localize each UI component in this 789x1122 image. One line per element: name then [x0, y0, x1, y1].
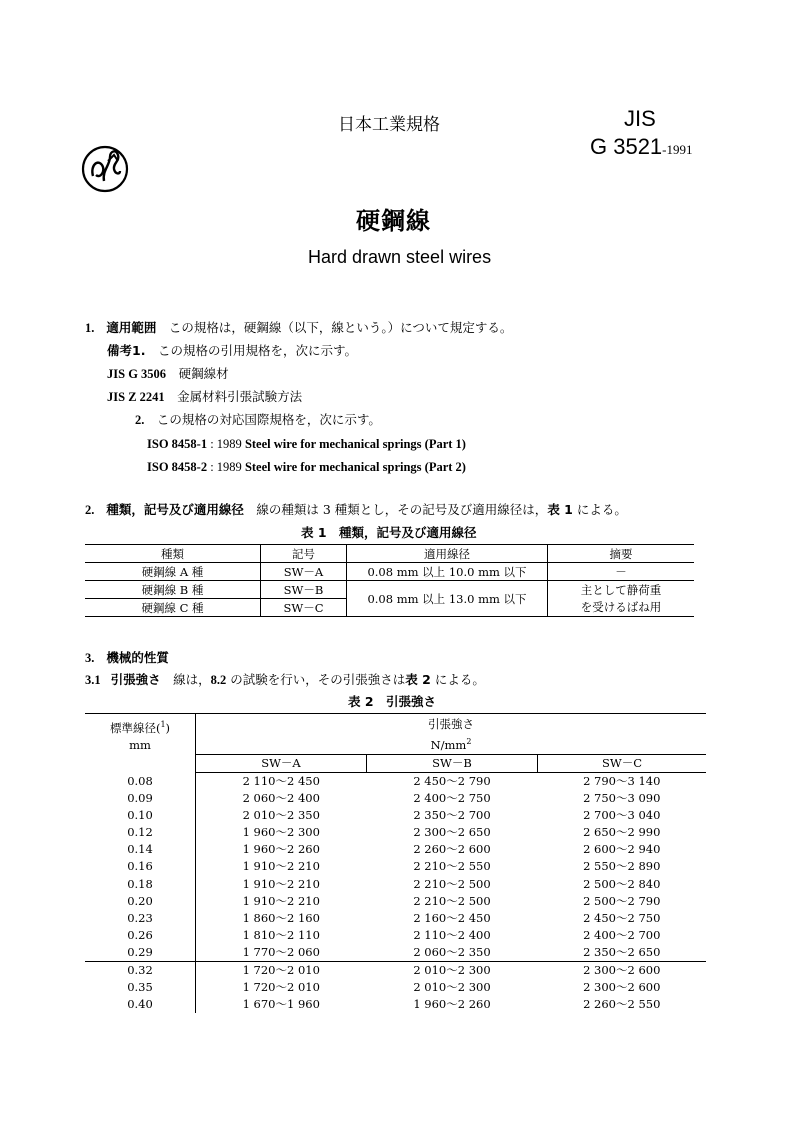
jis-year: -1991 [662, 142, 693, 157]
table-2-header-sw-b: SW－B [367, 754, 538, 772]
table-2-sw-b: 2 210～2 550 [413, 859, 491, 874]
table-2-sw-b: 2 110～2 400 [413, 927, 491, 942]
table-2-sw-c: 2 750～3 090 [583, 791, 661, 806]
table-2-header-strength-unit [196, 733, 706, 754]
table-2-footnote-ref: 1 [160, 720, 166, 729]
table-row [85, 910, 706, 927]
table-2-sw-c: 2 260～2 550 [583, 997, 661, 1012]
reference-jis-z2241 [107, 389, 302, 405]
table-1-symbol: SW－A [261, 563, 347, 581]
table-1-note-line-2: を受けるばね用 [580, 599, 662, 614]
table-1-note [548, 581, 695, 617]
table-2-sw-b: 2 010～2 300 [367, 961, 538, 979]
table-row [85, 858, 706, 875]
iso-2-code: ISO 8458-2 [147, 460, 208, 474]
table-2-header-strength-label: 引張強さ [428, 717, 474, 731]
remark-2 [135, 412, 381, 428]
section-1-number: 1. [85, 321, 95, 335]
table-2-sw-b: 2 400～2 750 [413, 791, 491, 806]
table-2-diameter: 0.29 [85, 944, 196, 962]
table-2-group-1 [85, 772, 706, 961]
section-2-text-a: 線の種類は 3 種類とし，その記号及び適用線径は， [256, 502, 548, 517]
section-3-number: 3. [85, 651, 95, 665]
reference-1-title: 硬鋼線材 [178, 366, 229, 381]
table-2-diameter: 0.09 [85, 790, 196, 807]
iso-2-title: Steel wire for mechanical springs (Part 2) [244, 460, 466, 474]
table-2-sw-b: 2 210～2 500 [413, 893, 491, 908]
table-1-diameter: 0.08 mm 以上 10.0 mm 以下 [347, 563, 548, 581]
table-1-symbol: SW－B [261, 581, 347, 599]
section-3 [85, 650, 169, 666]
table-1-caption: 表 1 種類，記号及び適用線径 [301, 525, 477, 540]
table-2-diameter: 0.18 [85, 875, 196, 892]
section-3-1-text-b: の試験を行い，その引張強さは [226, 672, 406, 687]
table-2-diameter: 0.40 [85, 996, 196, 1013]
table-2-sw-a: 1 720～2 010 [196, 961, 367, 979]
header-title: 日本工業規格 [338, 115, 440, 135]
table-1-diameter: 0.08 mm 以上 13.0 mm 以下 [347, 581, 548, 617]
table-2-sw-a: 2 010～2 350 [242, 808, 320, 823]
table-1-kind: 硬鋼線 A 種 [85, 563, 261, 581]
table-2-sw-a: 1 770～2 060 [242, 944, 320, 959]
remark-1-text: この規格の引用規格を，次に示す。 [157, 343, 357, 358]
section-3-heading: 機械的性質 [106, 650, 169, 665]
iso-1-code: ISO 8458-1 [147, 437, 208, 451]
iso-1-year: : 1989 [207, 437, 245, 451]
table-2-sw-a: 1 810～2 110 [242, 927, 320, 942]
section-3-1-text-a: 線は， [173, 672, 211, 687]
table-2-header-unit-sup: 2 [466, 737, 472, 746]
table-2-header-strength [196, 714, 707, 755]
table-2-diameter: 0.23 [85, 910, 196, 927]
table-2-sw-b: 2 160～2 450 [413, 910, 491, 925]
table-2-header-unit-text: N/mm [430, 737, 467, 752]
table-2-sw-b: 1 960～2 260 [413, 997, 491, 1012]
table-2-header-diameter-text: 標準線径( [109, 720, 161, 735]
table-2-sw-c: 2 790～3 140 [583, 773, 661, 788]
table-2-header-row [85, 714, 706, 755]
reference-jis-g3506 [107, 366, 229, 382]
section-3-1-table-ref: 表 2 [405, 672, 431, 687]
table-1-symbol: SW－C [261, 599, 347, 617]
table-row [85, 824, 706, 841]
table-2-sw-c: 2 500～2 790 [583, 893, 661, 908]
reference-iso-8458-1 [147, 436, 466, 452]
table-row [85, 563, 694, 581]
table-2-sw-c: 2 700～3 040 [583, 808, 661, 823]
table-2-sw-a: 1 670～1 960 [242, 997, 320, 1012]
table-2-header-sw-a: SW－A [196, 754, 367, 772]
section-1-text: この規格は，硬鋼線（以下，線という。）について規定する。 [168, 320, 513, 335]
table-2-sw-c: 2 550～2 890 [583, 859, 661, 874]
table-row [85, 893, 706, 910]
table-2-diameter: 0.35 [85, 979, 196, 996]
table-2-sw-b: 2 300～2 650 [413, 825, 491, 840]
section-2-heading: 種類，記号及び適用線径 [106, 502, 244, 517]
table-2-diameter: 0.16 [85, 858, 196, 875]
section-3-1-heading: 引張強さ [110, 672, 161, 687]
table-2-header-diameter [85, 714, 196, 773]
table-2 [85, 713, 706, 1013]
reference-1-code: JIS G 3506 [107, 367, 167, 381]
remark-2-text: この規格の対応国際規格を，次に示す。 [156, 412, 381, 427]
table-2-header-diameter-unit: mm [129, 737, 151, 752]
remark-1-label: 備考1. [107, 343, 146, 358]
table-2-sw-a: 1 910～2 210 [242, 876, 320, 891]
table-2-sw-c: 2 300～2 600 [538, 961, 707, 979]
table-2-sw-a: 1 960～2 300 [242, 825, 320, 840]
table-row [85, 979, 706, 996]
table-row [85, 944, 706, 962]
doc-title-ja: 硬鋼線 [356, 207, 431, 235]
table-2-sw-c: 2 300～2 600 [583, 980, 661, 995]
table-2-sw-b: 2 060～2 350 [413, 944, 491, 959]
table-2-sw-a: 1 910～2 210 [242, 893, 320, 908]
reference-iso-8458-2 [147, 459, 466, 475]
section-3-1-text-c: による。 [430, 672, 485, 687]
iso-1-title: Steel wire for mechanical springs (Part 1) [244, 437, 466, 451]
table-row [85, 927, 706, 944]
table-2-sw-b: 2 210～2 500 [413, 876, 491, 891]
table-2-header-diameter-label [85, 716, 195, 737]
table-2-sw-c: 2 500～2 840 [583, 876, 661, 891]
table-1-header-kind: 種類 [85, 545, 261, 563]
table-2-sw-a: 1 860～2 160 [242, 910, 320, 925]
remark-1 [107, 343, 357, 359]
table-row [85, 841, 706, 858]
table-2-group-2 [85, 961, 706, 1013]
table-2-sw-c: 2 650～2 990 [583, 825, 661, 840]
table-row [85, 772, 706, 790]
table-2-caption: 表 2 引張強さ [348, 694, 437, 709]
table-2-sw-b: 2 450～2 790 [413, 773, 491, 788]
table-row [85, 790, 706, 807]
table-1-kind: 硬鋼線 C 種 [85, 599, 261, 617]
section-3-1-number: 3.1 [85, 673, 101, 687]
table-1-note-line-1: 主として静荷重 [580, 582, 662, 597]
table-1-note: － [548, 563, 695, 581]
table-2-diameter: 0.20 [85, 893, 196, 910]
table-2-diameter: 0.14 [85, 841, 196, 858]
jis-label: JIS [624, 106, 656, 131]
table-2-header-diameter-close: ) [165, 720, 171, 735]
section-1 [85, 320, 512, 336]
table-2-diameter: 0.12 [85, 824, 196, 841]
table-2-sw-b: 2 350～2 700 [413, 808, 491, 823]
table-2-sw-a: 2 110～2 450 [242, 773, 320, 788]
section-2 [85, 502, 627, 518]
table-2-sw-c: 2 450～2 750 [583, 910, 661, 925]
table-row [85, 996, 706, 1013]
table-row [85, 875, 706, 892]
table-2-sw-a: 2 060～2 400 [242, 791, 320, 806]
section-2-number: 2. [85, 503, 95, 517]
iso-2-year: : 1989 [207, 460, 245, 474]
table-2-sw-a: 1 720～2 010 [242, 980, 320, 995]
table-2-sw-a: 1 910～2 210 [242, 859, 320, 874]
table-1-header-row [85, 545, 694, 563]
table-1-header-diameter: 適用線径 [347, 545, 548, 563]
table-1-header-note: 摘要 [548, 545, 695, 563]
section-2-text-b: による。 [572, 502, 627, 517]
doc-title-en: Hard drawn steel wires [308, 247, 492, 267]
table-1-header-symbol: 記号 [261, 545, 347, 563]
table-2-diameter: 0.32 [85, 961, 196, 979]
table-2-sw-c: 2 400～2 700 [583, 927, 661, 942]
table-2-sw-c: 2 600～2 940 [583, 842, 661, 857]
jis-number-main: G 3521 [590, 134, 663, 159]
remark-2-number: 2. [135, 413, 145, 427]
jis-mark-icon [80, 141, 130, 195]
section-3-1-clause-ref: 8.2 [210, 673, 227, 687]
table-2-diameter: 0.08 [85, 772, 196, 790]
table-2-sw-a: 1 960～2 260 [242, 842, 320, 857]
section-3-1 [85, 672, 485, 688]
section-1-heading: 適用範囲 [106, 320, 157, 335]
table-1-kind: 硬鋼線 B 種 [85, 581, 261, 599]
table-2-sw-b: 2 260～2 600 [413, 842, 491, 857]
jis-number [590, 134, 693, 160]
table-row [85, 961, 706, 979]
table-2-header-sw-c: SW－C [538, 754, 707, 772]
table-2-diameter: 0.10 [85, 807, 196, 824]
table-1 [85, 544, 694, 617]
table-2-sw-c: 2 350～2 650 [583, 944, 661, 959]
table-2-sw-b: 2 010～2 300 [413, 980, 491, 995]
reference-2-code: JIS Z 2241 [107, 390, 165, 404]
table-row [85, 581, 694, 599]
reference-2-title: 金属材料引張試験方法 [177, 389, 303, 404]
section-2-table-ref: 表 1 [547, 502, 573, 517]
table-2-diameter: 0.26 [85, 927, 196, 944]
table-row [85, 807, 706, 824]
